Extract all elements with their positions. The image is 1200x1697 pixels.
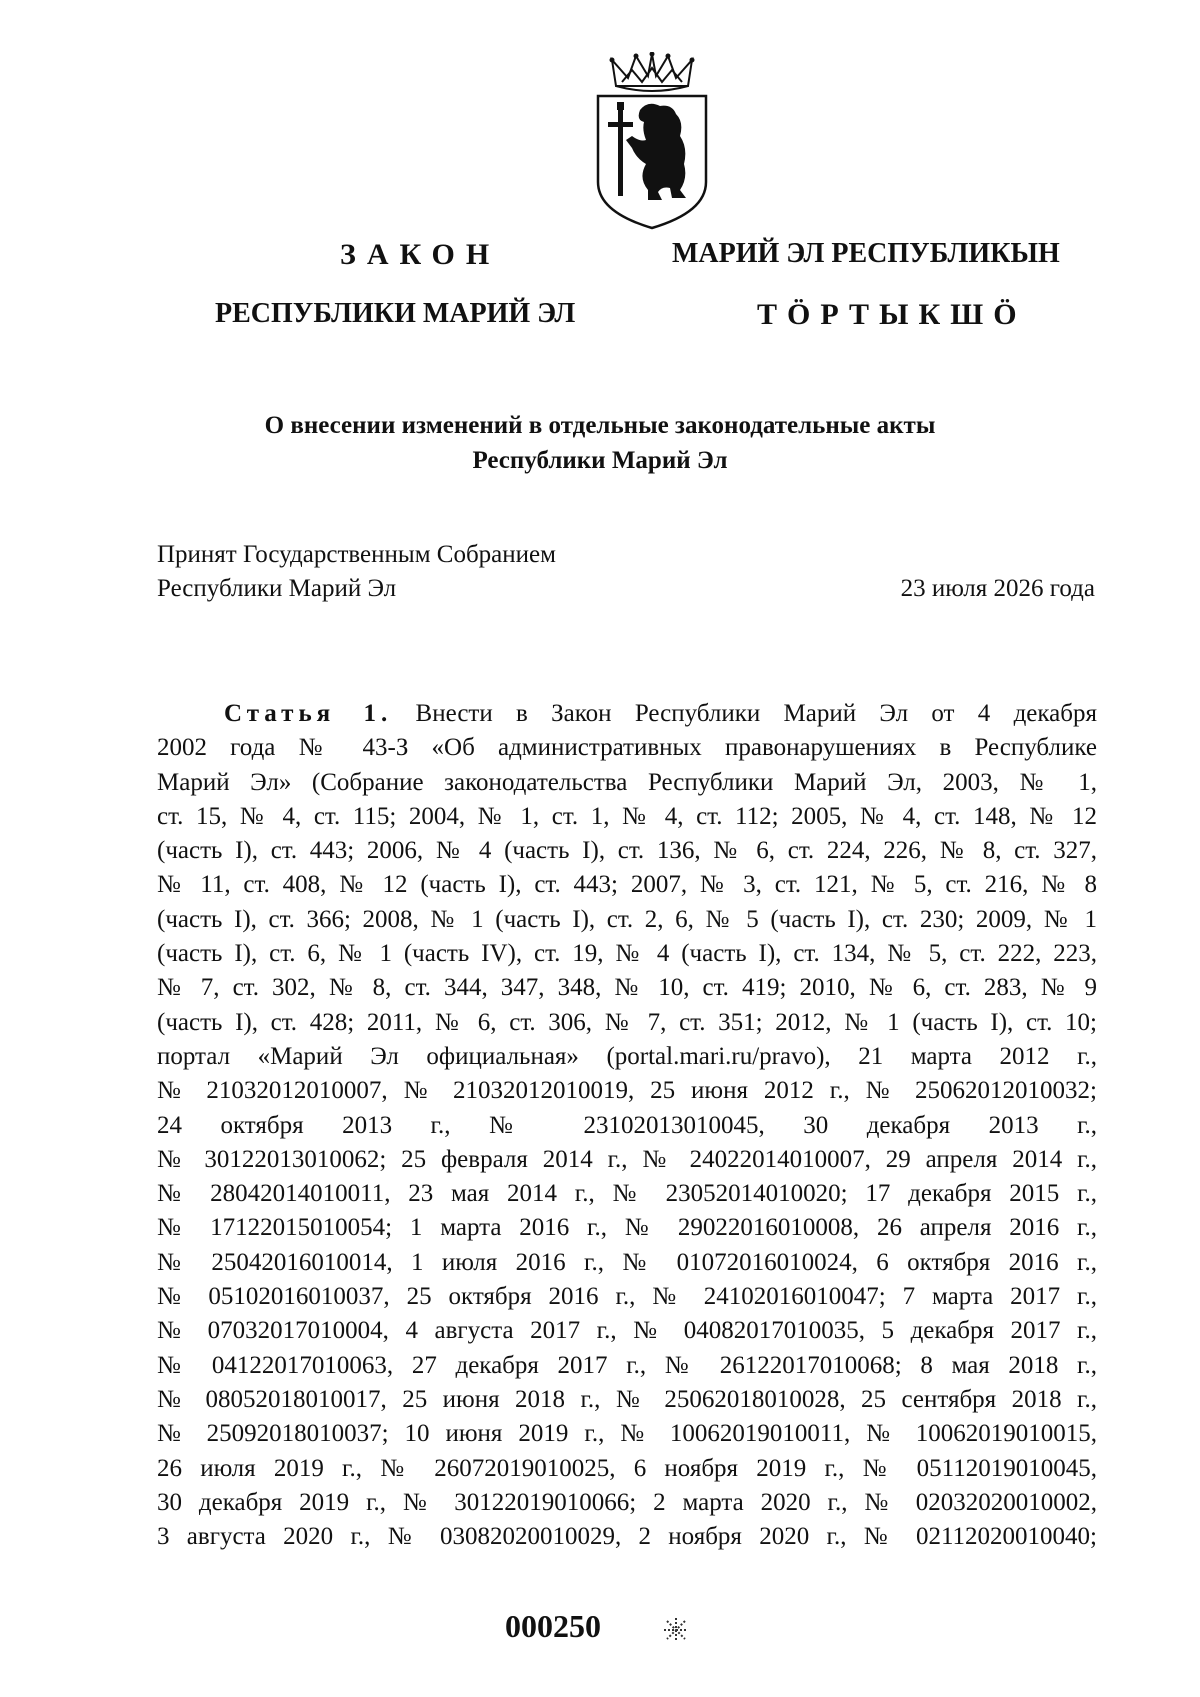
adoption-line-2: Республики Марий Эл [157,575,397,602]
article-line: (часть I), ст. 6, № 1 (часть IV), ст. 19, № 4 (часть I), ст. 134, № 5, ст. 222, 223, [157,940,1097,968]
article-line: 2002 года № 43-З «Об административных правонарушениях в Республике [157,734,1097,762]
article-line: (часть I), ст. 366; 2008, № 1 (часть I), ст. 2, 6, № 5 (часть I), ст. 230; 2009, № 1 [157,905,1097,933]
article-line: 30 декабря 2019 г., № 30122019010066; 2 марта 2020 г., № 02032020010002, [157,1488,1097,1516]
article-line: № 28042014010011, 23 мая 2014 г., № 23052014010020; 17 декабря 2015 г., [157,1180,1097,1208]
law-heading-ru: ЗАКОН [340,238,501,271]
article-line: № 30122013010062; 25 февраля 2014 г., № 24022014010007, 29 апреля 2014 г., [157,1145,1097,1173]
article-line: № 11, ст. 408, № 12 (часть I), ст. 443; 2007, № 3, ст. 121, № 5, ст. 216, № 8 [157,871,1097,899]
asterisk-stamp-icon [662,1616,690,1644]
republic-name-mari: МАРИЙ ЭЛ РЕСПУБЛИКЫН [672,238,1060,269]
adoption-line-1: Принят Государственным Собранием [157,541,556,568]
article-line: (часть I), ст. 443; 2006, № 4 (часть I), ст. 136, № 6, ст. 224, 226, № 8, ст. 327, [157,837,1097,865]
article-line: № 05102016010037, 25 октября 2016 г., № 24102016010047; 7 марта 2017 г., [157,1283,1097,1311]
article-line: (часть I), ст. 428; 2011, № 6, ст. 306, № 7, ст. 351; 2012, № 1 (часть I), ст. 10; [157,1008,1097,1036]
article-first-line-text: Внести в Закон Республики Марий Эл от 4 декабря [392,700,1097,727]
article-line: № 7, ст. 302, № 8, ст. 344, 347, 348, № 10, ст. 419; 2010, № 6, ст. 283, № 9 [157,974,1097,1002]
article-line: портал «Марий Эл официальная» (portal.mari.ru/pravo), 21 марта 2012 г., [157,1042,1097,1070]
article-line: № 08052018010017, 25 июня 2018 г., № 25062018010028, 25 сентября 2018 г., [157,1385,1097,1413]
article-line: № 04122017010063, 27 декабря 2017 г., № 26122017010068; 8 мая 2018 г., [157,1351,1097,1379]
republic-name-ru: РЕСПУБЛИКИ МАРИЙ ЭЛ [215,298,576,329]
document-title [160,408,1040,478]
title-line-1: О внесении изменений в отдельные законодательные акты [264,412,936,439]
article-line: № 17122015010054; 1 марта 2016 г., № 29022016010008, 26 апреля 2016 г., [157,1214,1097,1242]
article-line: 26 июля 2019 г., № 26072019010025, 6 ноября 2019 г., № 05112019010045, [157,1454,1097,1482]
article-line: № 21032012010007, № 21032012010019, 25 июня 2012 г., № 25062012010032; [157,1077,1097,1105]
article-line: № 07032017010004, 4 августа 2017 г., № 04082017010035, 5 декабря 2017 г., [157,1317,1097,1345]
article-line: ст. 15, № 4, ст. 115; 2004, № 1, ст. 1, № 4, ст. 112; 2005, № 4, ст. 148, № 12 [157,802,1097,830]
article-label: Статья 1. [224,700,393,727]
article-line: № 25092018010037; 10 июня 2019 г., № 10062019010011, № 10062019010015, [157,1420,1097,1448]
article-line: 24 октября 2013 г., № 23102013010045, 30 декабря 2013 г., [157,1111,1097,1139]
law-heading-mari: ТӦРТЫКШӦ [757,298,1027,331]
document-number: 000250 [505,1608,601,1644]
coat-of-arms-icon [592,52,712,230]
article-1-body [157,697,1097,1554]
article-line: Марий Эл» (Собрание законодательства Республики Марий Эл, 2003, № 1, [157,768,1097,796]
title-line-2: Республики Марий Эл [472,447,728,474]
adoption-block [157,538,556,606]
adoption-date: 23 июля 2026 года [900,575,1095,602]
article-line: 3 августа 2020 г., № 03082020010029, 2 ноября 2020 г., № 02112020010040; [157,1523,1097,1551]
article-line: № 25042016010014, 1 июля 2016 г., № 01072016010024, 6 октября 2016 г., [157,1248,1097,1276]
article-first-line [157,697,1097,731]
